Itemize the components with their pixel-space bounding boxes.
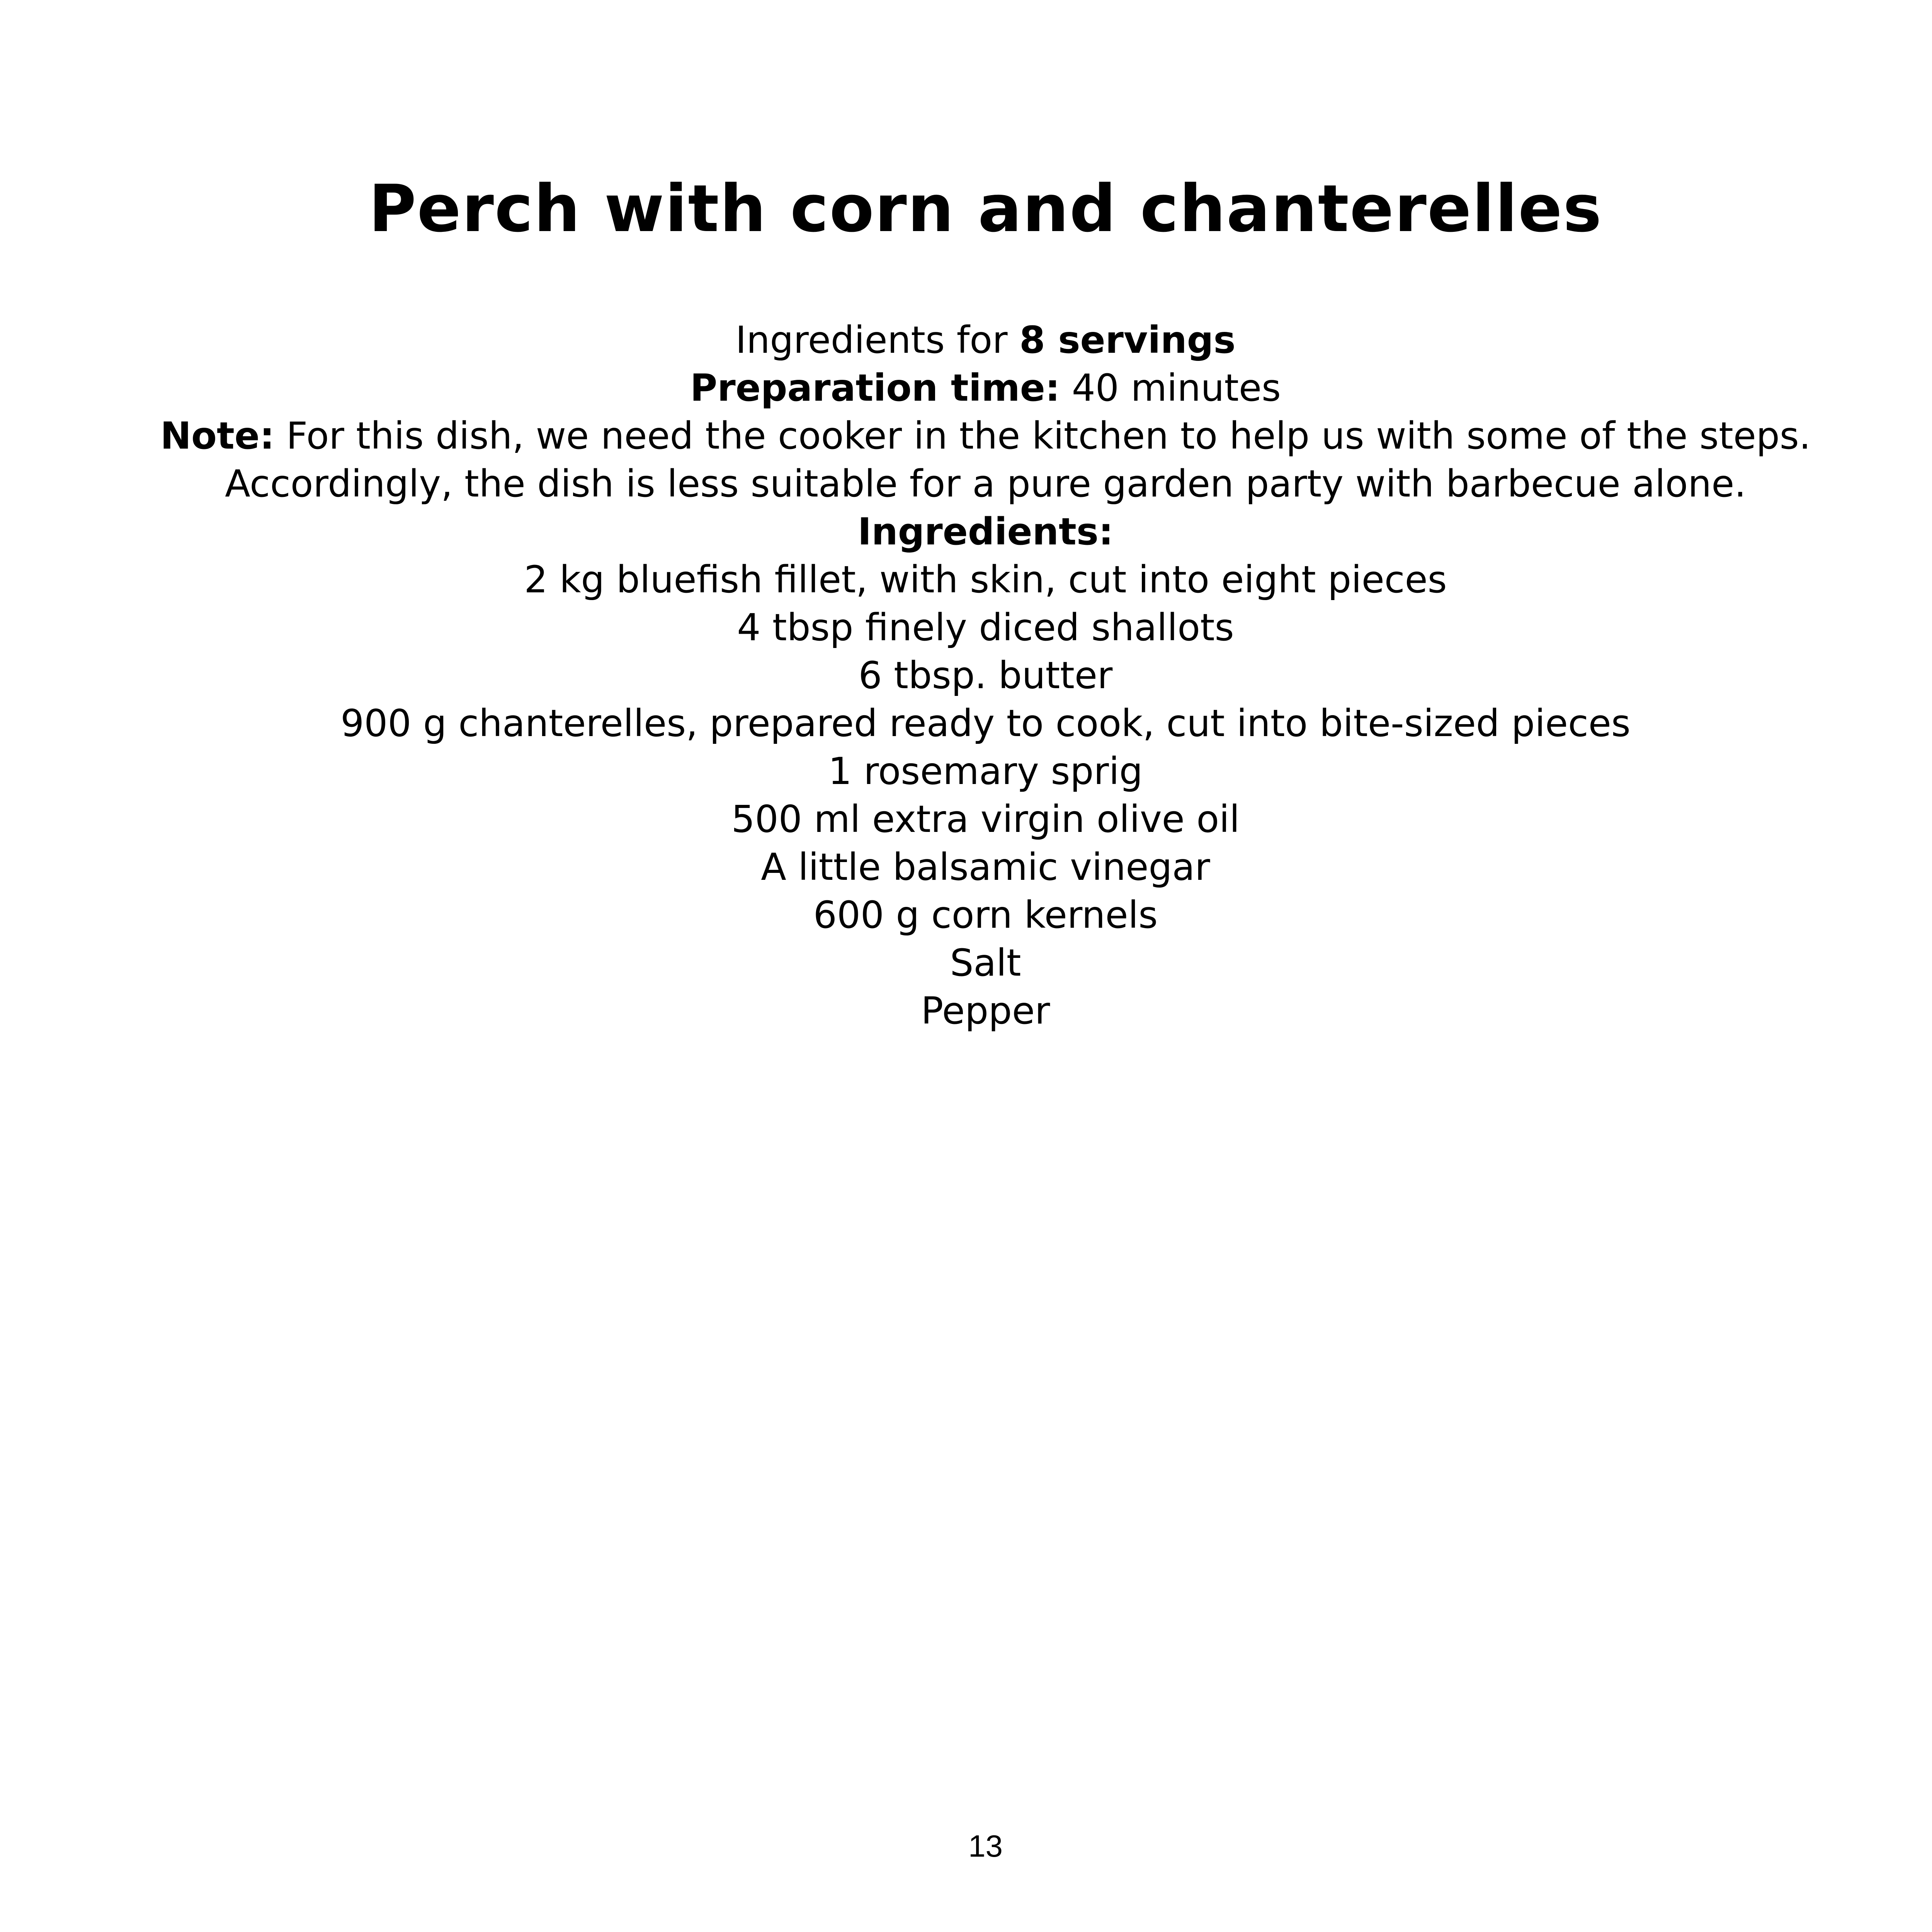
ingredient-item: 2 kg bluefish fillet, with skin, cut into eight pieces: [524, 558, 1447, 601]
recipe-body: [116, 316, 1855, 1035]
recipe-title: Perch with corn and chanterelles: [369, 171, 1602, 247]
ingredient-item: 6 tbsp. butter: [858, 654, 1113, 697]
ingredients-list: [116, 556, 1855, 1035]
ingredient-item: 4 tbsp finely diced shallots: [737, 606, 1234, 649]
ingredients-heading: Ingredients:: [857, 510, 1114, 553]
ingredient-item: 1 rosemary sprig: [828, 750, 1143, 793]
prep-time-value: 40 minutes: [1060, 366, 1281, 410]
prep-time-line: [116, 364, 1855, 412]
ingredient-item: 600 g corn kernels: [813, 893, 1158, 937]
servings-value: 8 servings: [1019, 318, 1236, 362]
prep-time-label: Preparation time:: [690, 366, 1060, 410]
servings-line: [116, 316, 1855, 364]
ingredient-item: A little balsamic vinegar: [761, 845, 1210, 889]
note-label: Note:: [160, 414, 275, 457]
ingredient-item: Pepper: [921, 989, 1050, 1032]
note-line: [116, 412, 1855, 460]
note-continuation: Accordingly, the dish is less suitable for a pure garden party with barbecue alone.: [225, 462, 1746, 505]
ingredient-item: 500 ml extra virgin olive oil: [731, 798, 1240, 841]
ingredient-item: Salt: [950, 941, 1021, 985]
servings-prefix: Ingredients for: [735, 318, 1020, 362]
ingredient-item: 900 g chanterelles, prepared ready to cook, cut into bite-sized pieces: [340, 702, 1631, 745]
note-text: For this dish, we need the cooker in the kitchen to help us with some of the steps.: [274, 414, 1811, 457]
page-number: 13: [968, 1829, 1003, 1863]
